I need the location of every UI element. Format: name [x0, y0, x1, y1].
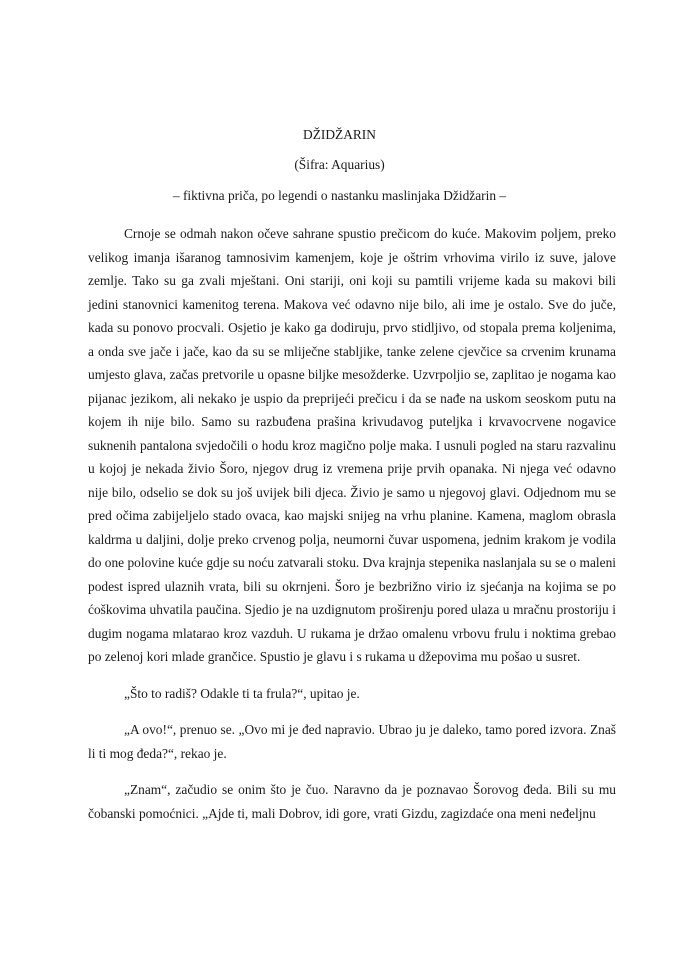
- document-tagline: – fiktivna priča, po legendi o nastanku maslinjaka Džidžarin –: [172, 188, 507, 203]
- paragraph: „A ovo!“, prenuo se. „Ovo mi je đed napravio. Ubrao ju je daleko, tamo pored izvora. Znaš li ti mog đeda?“, rekao je.: [88, 722, 616, 761]
- paragraph: „Znam“, začudio se onim što je čuo. Naravno da je poznavao Šorovog đeda. Bili su mu čobanski pomoćnici. „Ajde ti, mali Dobrov, idi gore, vrati Gizdu, zagizdaće ona meni neđeljnu: [88, 782, 616, 821]
- document-subtitle: (Šifra: Aquarius): [294, 157, 385, 172]
- paragraph: Crnoje se odmah nakon očeve sahrane spustio prečicom do kuće. Makovim poljem, preko velikog imanja išaranog tamnosivim kamenjem, koje je oštrim vrhovima virilo iz suve, jalove zemlje. Tako su ga zvali mještani. Oni stariji, oni koji su pamtili vrijeme kada su makovi bili jedini stanovnici kamenitog terena. Makova već odavno nije bilo, ali ime je ostalo. Sve do juče, kada su ponovo procvali. Osjetio je kako ga dodiruju, prvo stidljivo, od stopala prema koljenima, a onda sve jače i jače, kao da su se mliječne stabljike, tanke zelene cjevčice sa crvenim krunama umjesto glava, začas pretvorile u opasne biljke mesožderke. Uzvrpoljio se, zaplitao je nogama kao pijanac jezikom, ali nekako je uspio da preprijeći prečicu i da se nađe na uskom seoskom putu na kojem ih nije bilo. Samo su razbuđena prašina krivudavog puteljka i krvavocrvene nogavice suknenih pantalona svjedočili o hodu kroz magično polje maka. I usnuli pogled na staru razvalinu u kojoj je nekada živio Šoro, njegov drug iz vremena prije prvih opanaka. Ni njega već odavno nije bilo, odselio se dok su još uvijek bili djeca. Živio je samo u njegovoj glavi. Odjednom mu se pred očima zabijeljelo stado ovaca, kao majski snijeg na vrhu planine. Kamena, maglom obrasla kaldrma u daljini, dolje preko crvenog polja, neumorni čuvar uspomena, jednim krakom je vodila do one polovine kuće gdje su noću zatvarali stoku. Dva krajnja stepenika naslanjala su se o maleni podest ispred ulaznih vrata, bili su okrnjeni. Šoro je bezbrižno virio iz sjećanja na kojima se po ćoškovima uhvatila paučina. Sjedio je na uzdignutom proširenju pored ulaza u mračnu prostoriju i dugim nogama mlatarao kroz vazduh. U rukama je držao omalenu vrbovu frulu i noktima grebao po zelenoj kori mlade grančice. Spustio je glavu i s rukama u džepovima mu pošao u susret.: [88, 226, 616, 664]
- story-body: [88, 222, 616, 825]
- paragraph: „Što to radiš? Odakle ti ta frula?“, upitao je.: [124, 685, 360, 701]
- document-title: DŽIDŽARIN: [303, 127, 376, 142]
